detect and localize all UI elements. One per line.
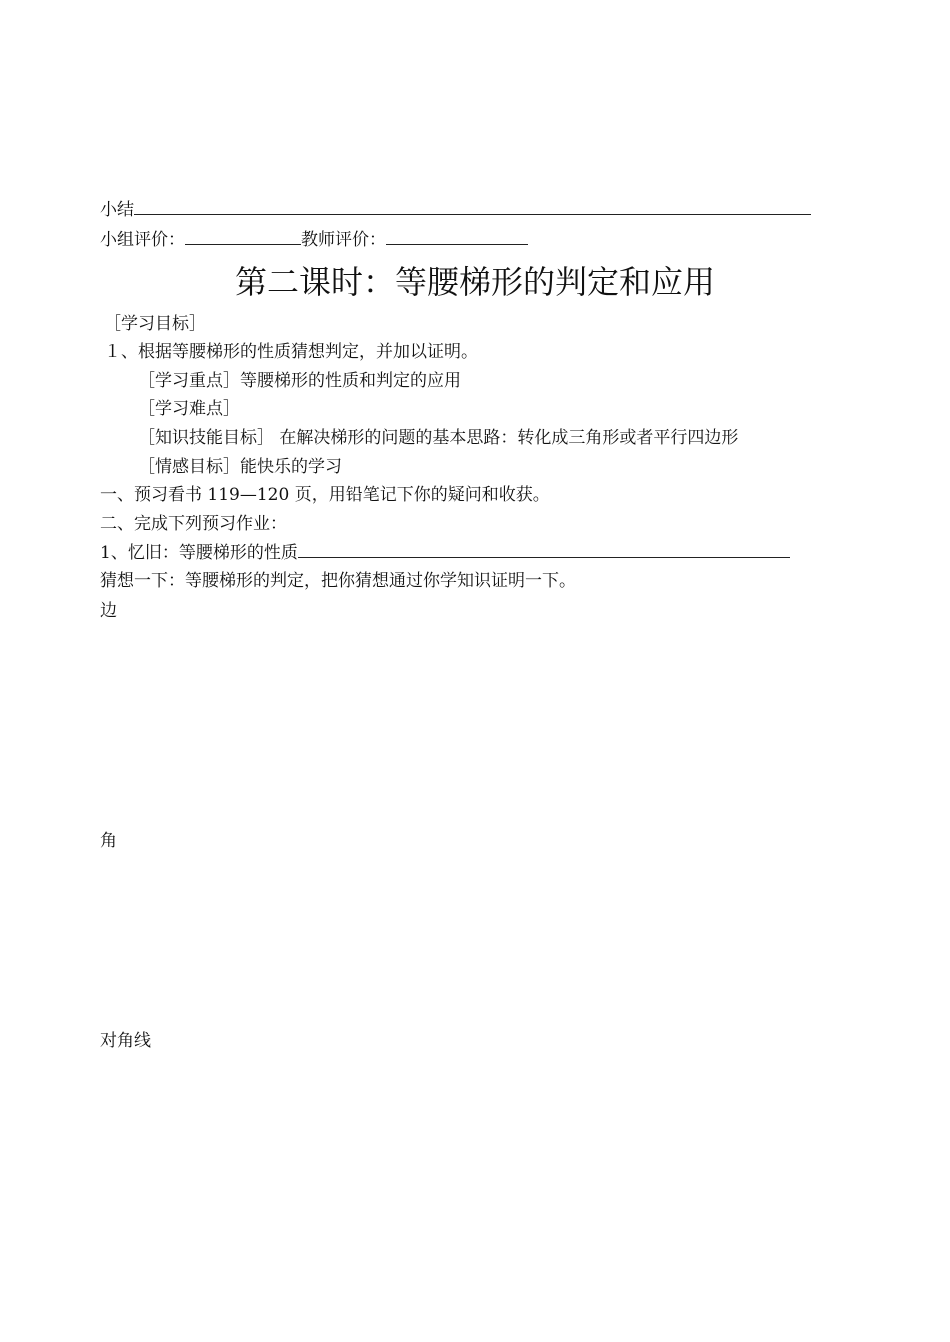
- skills-objective: ［知识技能目标］ 在解决梯形的问题的基本思路：转化成三角形或者平行四边形: [138, 428, 739, 448]
- teacher-eval-label: 教师评价：: [301, 230, 386, 250]
- objective-item-1: １、根据等腰梯形的性质猜想判定，并加以证明。: [104, 342, 478, 362]
- section-angle: 角: [100, 831, 117, 851]
- summary-line: [100, 198, 811, 221]
- evaluation-line: [100, 228, 528, 251]
- preview-step-1: 一、预习看书 119—120 页，用铅笔记下你的疑问和收获。: [100, 485, 550, 505]
- section-side: 边: [100, 601, 117, 621]
- emotion-objective: ［情感目标］能快乐的学习: [138, 457, 342, 477]
- preview-step-2: 二、完成下列预习作业：: [100, 514, 287, 534]
- summary-blank[interactable]: [134, 198, 811, 215]
- key-points: ［学习重点］等腰梯形的性质和判定的应用: [138, 371, 461, 391]
- teacher-eval-blank[interactable]: [386, 228, 528, 245]
- difficulties: ［学习难点］: [138, 399, 240, 419]
- page-title: 第二课时：等腰梯形的判定和应用: [234, 263, 715, 301]
- objectives-header: ［学习目标］: [104, 314, 206, 334]
- summary-label: 小结: [100, 200, 134, 220]
- recall-blank[interactable]: [298, 541, 790, 558]
- recall-label: 1、忆旧：等腰梯形的性质: [100, 543, 298, 563]
- guess-line: 猜想一下：等腰梯形的判定，把你猜想通过你学知识证明一下。: [100, 571, 576, 591]
- section-diagonal: 对角线: [100, 1031, 151, 1051]
- recall-line: [100, 541, 790, 564]
- group-eval-blank[interactable]: [185, 228, 301, 245]
- group-eval-label: 小组评价：: [100, 230, 185, 250]
